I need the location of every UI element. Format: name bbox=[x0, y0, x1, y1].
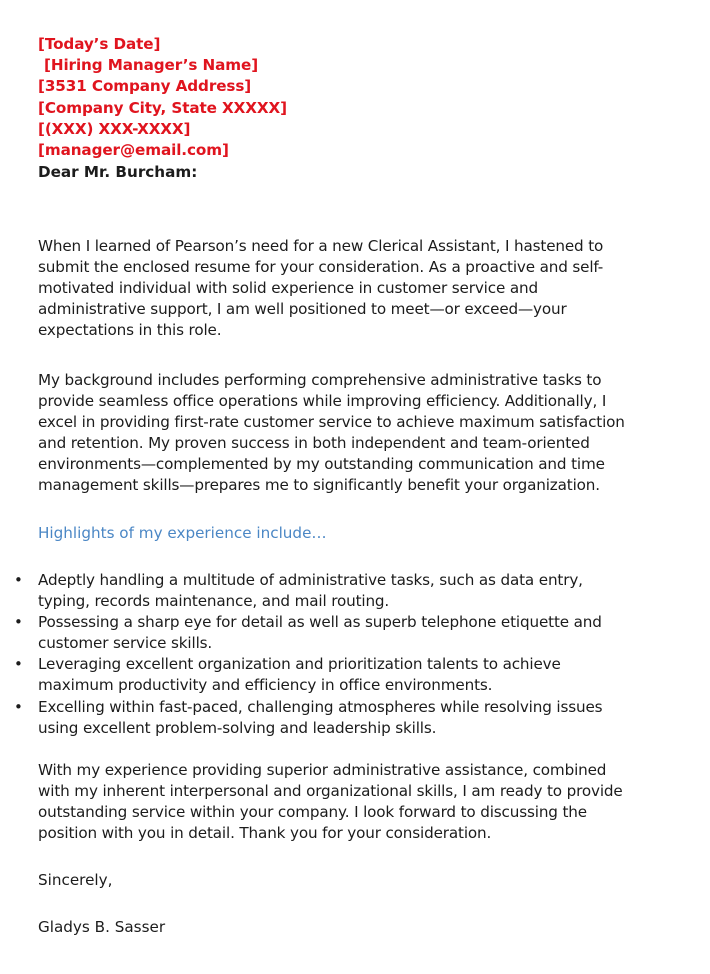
bullet-icon: • bbox=[14, 571, 23, 589]
recipient-header bbox=[38, 34, 698, 161]
list-item bbox=[14, 570, 602, 612]
paragraph-line: expectations in this role. bbox=[38, 321, 222, 340]
paragraph-line: My background includes performing comprehensive administrative tasks to bbox=[38, 371, 602, 389]
paragraph-line: submit the enclosed resume for your consideration. As a proactive and self- bbox=[38, 258, 604, 277]
bullet-icon: • bbox=[14, 613, 23, 632]
list-item-line: using excellent problem-solving and leadership skills. bbox=[38, 718, 437, 737]
paragraph-line: environments—complemented by my outstanding communication and time bbox=[38, 455, 605, 474]
list-item-line: Excelling within fast-paced, challenging atmospheres while resolving issues bbox=[38, 697, 603, 716]
paragraph-line: With my experience providing superior administrative assistance, combined bbox=[38, 761, 607, 779]
highlights-heading: Highlights of my experience include… bbox=[38, 524, 327, 542]
opening-paragraph bbox=[38, 236, 678, 341]
paragraph-line: administrative support, I am well positioned to meet—or exceed—your bbox=[38, 300, 567, 319]
signature-name: Gladys B. Sasser bbox=[38, 918, 166, 936]
list-item bbox=[14, 697, 603, 739]
background-paragraph bbox=[38, 370, 678, 497]
paragraph-line: motivated individual with solid experience in customer service and bbox=[38, 279, 538, 298]
phone-placeholder: [(XXX) XXX-XXXX] bbox=[38, 119, 191, 138]
company-address-placeholder: [3531 Company Address] bbox=[38, 77, 252, 96]
paragraph-line: management skills—prepares me to significantly benefit your organization. bbox=[38, 476, 600, 495]
paragraph-line: outstanding service within your company. I look forward to discussing the bbox=[38, 803, 587, 822]
company-city-state-placeholder: [Company City, State XXXXX] bbox=[38, 98, 287, 117]
list-item-line: customer service skills. bbox=[38, 634, 213, 653]
cover-letter bbox=[14, 34, 698, 936]
sign-off: Sincerely, bbox=[38, 871, 113, 889]
paragraph-line: with my inherent interpersonal and organizational skills, I am ready to provide bbox=[38, 782, 623, 801]
list-item-line: maximum productivity and efficiency in office environments. bbox=[38, 676, 493, 695]
list-item-line: typing, records maintenance, and mail routing. bbox=[38, 592, 390, 611]
hiring-manager-placeholder: [Hiring Manager’s Name] bbox=[44, 56, 259, 75]
paragraph-line: excel in providing first-rate customer service to achieve maximum satisfaction bbox=[38, 413, 625, 432]
list-item-line: Possessing a sharp eye for detail as well as superb telephone etiquette and bbox=[38, 613, 602, 632]
highlights-list bbox=[14, 570, 603, 739]
paragraph-line: position with you in detail. Thank you for your consideration. bbox=[38, 824, 492, 843]
salutation: Dear Mr. Burcham: bbox=[38, 163, 198, 181]
bullet-icon: • bbox=[14, 697, 23, 716]
paragraph-line: When I learned of Pearson’s need for a new Clerical Assistant, I hastened to bbox=[38, 237, 604, 255]
bullet-icon: • bbox=[14, 655, 23, 674]
date-placeholder: [Today’s Date] bbox=[38, 35, 161, 53]
list-item bbox=[14, 612, 602, 654]
paragraph-line: and retention. My proven success in both independent and team-oriented bbox=[38, 434, 590, 453]
list-item-line: Adeptly handling a multitude of administrative tasks, such as data entry, bbox=[38, 571, 583, 589]
closing-paragraph bbox=[38, 760, 678, 844]
email-placeholder: [manager@email.com] bbox=[38, 141, 229, 160]
list-item bbox=[14, 654, 602, 696]
paragraph-line: provide seamless office operations while improving efficiency. Additionally, I bbox=[38, 392, 607, 411]
list-item-line: Leveraging excellent organization and prioritization talents to achieve bbox=[38, 655, 561, 674]
